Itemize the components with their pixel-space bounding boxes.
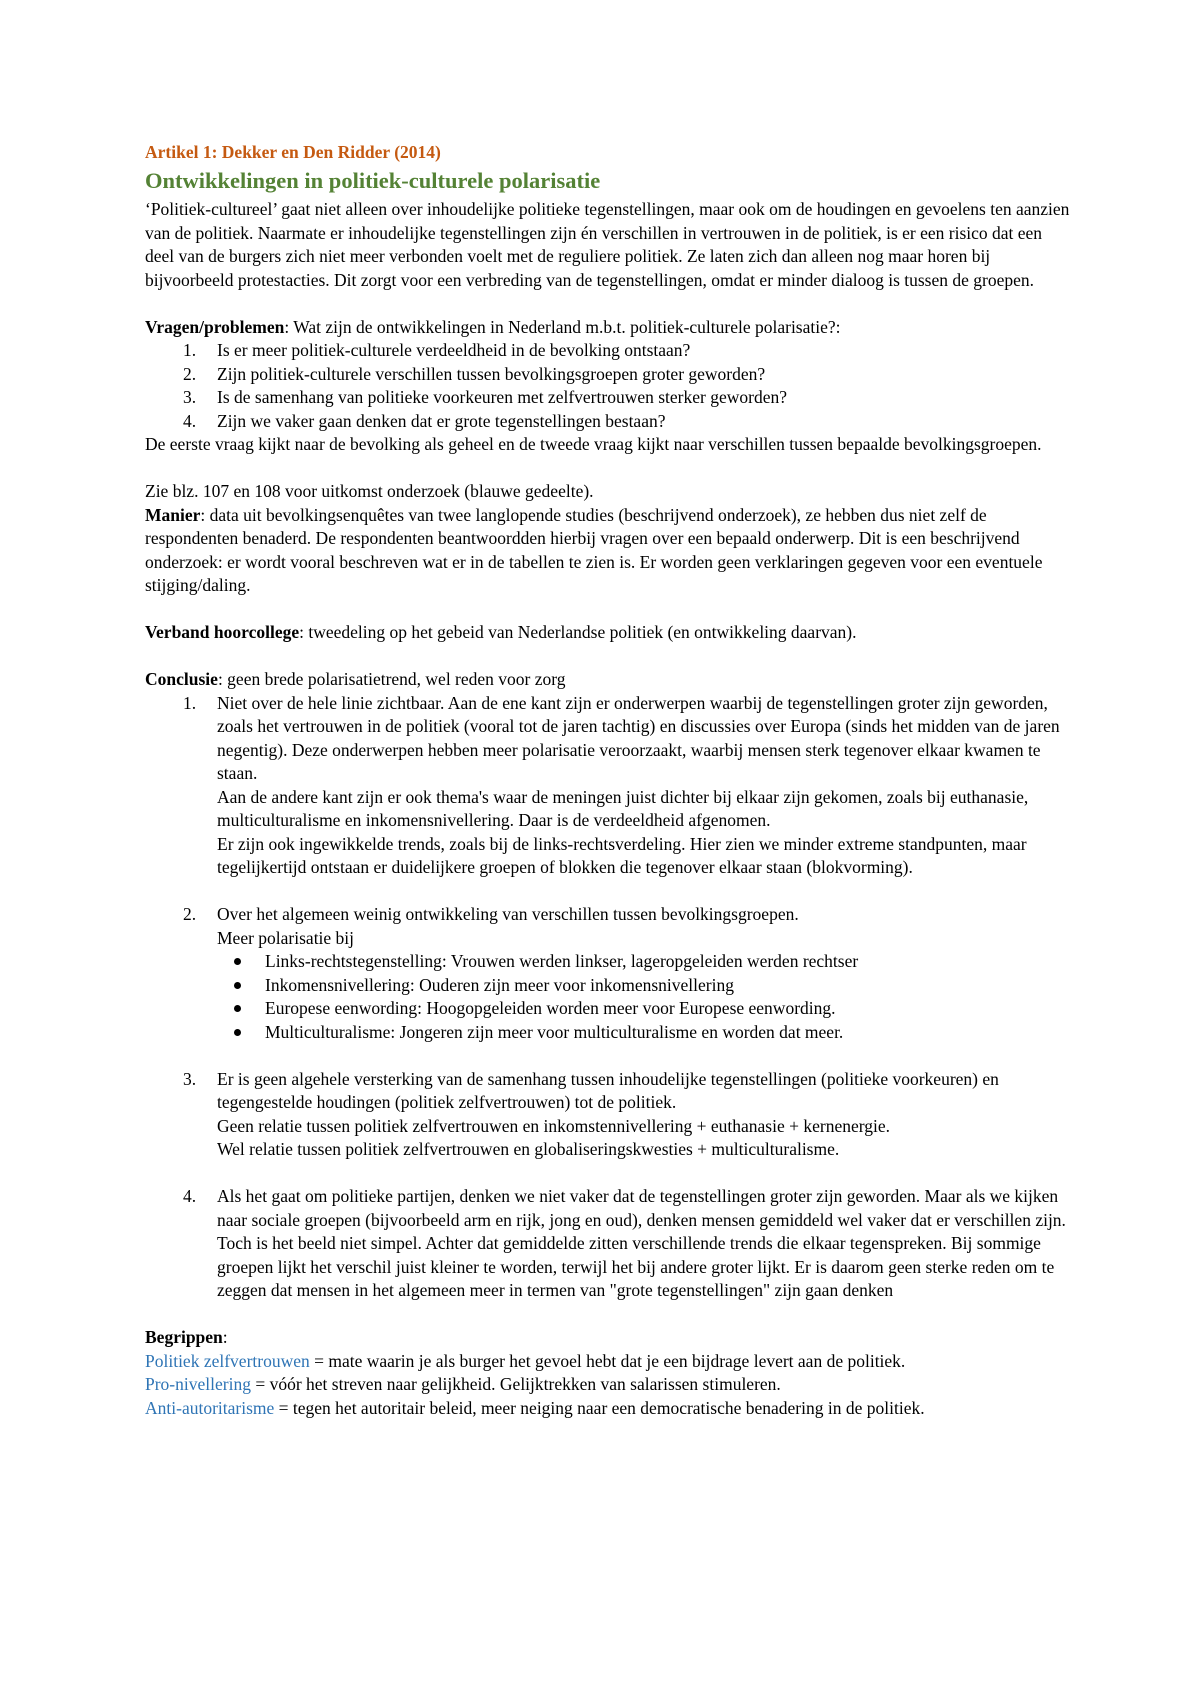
list-number: 1.: [183, 340, 197, 360]
concept-definition: = vóór het streven naar gelijkheid. Gelijktrekken van salarissen stimuleren.: [250, 1374, 781, 1394]
list-item-text: Er zijn ook ingewikkelde trends, zoals bij de links-rechtsverdeling. Hier zien we minder extreme standpunten, maar tegelijkertijd ontstaan er duidelijkere groepen of blokken die tegenover elkaar staan (blokvorming).: [217, 833, 1027, 877]
questions-after: De eerste vraag kijkt naar de bevolking als geheel en de tweede vraag kijkt naar verschillen tussen bepaalde bevolkingsgroepen.: [145, 434, 1042, 454]
lecture-label: Verband hoorcollege: [145, 622, 300, 642]
list-item-text: Er is geen algehele versterking van de samenhang tussen inhoudelijke tegenstellingen (politieke voorkeuren) en tegengestelde houdingen (politiek zelfvertrouwen) tot de politiek.: [217, 1068, 999, 1112]
concept-term: Anti-autoritarisme: [145, 1397, 275, 1418]
list-number: 2.: [183, 904, 197, 924]
list-item: [145, 410, 1075, 434]
see-pages-note: Zie blz. 107 en 108 voor uitkomst onderzoek (blauwe gedeelte).: [145, 481, 594, 501]
list-item: [145, 1185, 1075, 1303]
conclusion-list: [145, 692, 1075, 1303]
lecture-paragraph: [145, 621, 1075, 645]
list-item-text: Zijn politiek-culturele verschillen tussen bevolkingsgroepen groter geworden?: [217, 363, 766, 384]
list-number: 4.: [183, 410, 197, 431]
lecture-text: : tweedeling op het gebeid van Nederlandse politiek (en ontwikkeling daarvan).: [299, 622, 857, 642]
list-item: [145, 363, 1075, 387]
list-item: [145, 1068, 1075, 1186]
bullet-text: Multiculturalisme: Jongeren zijn meer voor multiculturalisme en worden dat meer.: [265, 1021, 844, 1042]
concept-term: Politiek zelfvertrouwen: [145, 1350, 310, 1371]
bullet-text: Inkomensnivellering: Ouderen zijn meer voor inkomensnivellering: [265, 974, 734, 995]
concept-item: [145, 1397, 1075, 1421]
concepts-heading: [145, 1326, 1075, 1350]
list-item: [145, 903, 1075, 1068]
list-item-text: Is de samenhang van politieke voorkeuren met zelfvertrouwen sterker geworden?: [217, 387, 787, 407]
list-item-text: Zijn we vaker gaan denken dat er grote tegenstellingen bestaan?: [217, 410, 666, 431]
list-item-text: Over het algemeen weinig ontwikkeling van verschillen tussen bevolkingsgroepen.: [217, 904, 799, 924]
bullet-list: [217, 950, 1075, 1044]
list-item-text: Meer polarisatie bij: [217, 927, 355, 948]
concept-term: Pro-nivellering: [145, 1374, 251, 1394]
intro-paragraph: ‘Politiek-cultureel’ gaat niet alleen over inhoudelijke politieke tegenstellingen, maar ook om de houdingen en gevoelens ten aanzien van de politiek. Naarmate er inhoudelijke tegenstellingen zijn én verschillen in vertrouwen in de politiek, is er een risico dat een deel van de burgers zich niet meer verbonden voelt met de reguliere politiek. Ze laten zich dan alleen nog maar horen bij bijvoorbeeld protestacties. Dit zorgt voor een verbreding van de tegenstellingen, omdat er minder dialoog is tussen de groepen.: [145, 199, 1070, 290]
list-item-text: Geen relatie tussen politiek zelfvertrouwen en inkomstennivellering + euthanasie + kernenergie.: [217, 1115, 890, 1136]
list-item-text: Niet over de hele linie zichtbaar. Aan de ene kant zijn er onderwerpen waarbij de tegenstellingen groter zijn geworden, zoals het vertrouwen in de politiek (vooral tot de jaren tachtig) en discussies over Europa (sinds het midden van de jaren negentig). Deze onderwerpen hebben meer polarisatie veroorzaakt, waarbij mensen sterk tegenover elkaar kwamen te staan.: [217, 692, 1060, 783]
list-number: 2.: [183, 363, 197, 384]
bullet-text: Europese eenwording: Hoogopgeleiden worden meer voor Europese eenwording.: [265, 998, 836, 1018]
list-item-text: Als het gaat om politieke partijen, denken we niet vaker dat de tegenstellingen groter zijn geworden. Maar als we kijken naar sociale groepen (bijvoorbeeld arm en rijk, jong en oud), denken mensen gemiddeld wel vaker dat er verschillen zijn.: [217, 1186, 1066, 1230]
method-text: : data uit bevolkingsenquêtes van twee langlopende studies (beschrijvend onderzoek), ze hebben dus niet zelf de respondenten benaderd. De respondenten beantwoordden hierbij vragen over een bepaald onderwerp. Dit is een beschrijvend onderzoek: er wordt vooral beschreven wat er in de tabellen te zien is. Er worden geen verklaringen gegeven voor een eventuele stijging/daling.: [145, 504, 1043, 595]
article-label: Artikel 1: Dekker en Den Ridder (2014): [145, 142, 441, 162]
questions-text: : Wat zijn de ontwikkelingen in Nederland m.b.t. politiek-culturele polarisatie?:: [284, 316, 841, 337]
list-number: 1.: [183, 692, 197, 713]
bullet-text: Links-rechtstegenstelling: Vrouwen werden linkser, lageropgeleiden werden rechtser: [265, 951, 859, 971]
list-item: [145, 386, 1075, 410]
questions-list: [145, 339, 1075, 433]
bullet-item: [217, 1021, 1075, 1045]
conclusion-text: : geen brede polarisatietrend, wel reden voor zorg: [217, 669, 566, 689]
list-number: 3.: [183, 387, 197, 407]
method-label: Manier: [145, 504, 201, 525]
concepts-colon: :: [222, 1327, 228, 1347]
list-number: 3.: [183, 1068, 197, 1089]
list-item-text: Aan de andere kant zijn er ook thema's waar de meningen juist dichter bij elkaar zijn gekomen, zoals bij euthanasie, multiculturalisme en inkomensnivellering. Daar is de verdeeldheid afgenomen.: [217, 786, 1029, 830]
bullet-item: [217, 997, 1075, 1021]
concept-definition: = mate waarin je als burger het gevoel hebt dat je een bijdrage levert aan de politiek.: [309, 1350, 906, 1371]
list-number: 4.: [183, 1186, 197, 1206]
list-item-text: Is er meer politiek-culturele verdeeldheid in de bevolking ontstaan?: [217, 340, 691, 360]
bullet-icon: [234, 1029, 241, 1036]
concept-item: [145, 1350, 1075, 1374]
bullet-icon: [234, 958, 241, 965]
method-paragraph: [145, 504, 1075, 598]
page-title: Ontwikkelingen in politiek-culturele polarisatie: [145, 168, 601, 193]
concept-item: [145, 1373, 1075, 1397]
bullet-icon: [234, 982, 241, 989]
list-item: [145, 339, 1075, 363]
bullet-item: [217, 950, 1075, 974]
list-item: [145, 692, 1075, 904]
concept-definition: = tegen het autoritair beleid, meer neiging naar een democratische benadering in de politiek.: [274, 1397, 925, 1418]
questions-label: Vragen/problemen: [145, 316, 285, 337]
concepts-label: Begrippen: [145, 1327, 223, 1347]
conclusion-label: Conclusie: [145, 669, 218, 689]
questions-heading: [145, 316, 1075, 340]
bullet-item: [217, 974, 1075, 998]
list-item-text: Toch is het beeld niet simpel. Achter dat gemiddelde zitten verschillende trends die elkaar tegenspreken. Bij sommige groepen lijkt het verschil juist kleiner te worden, terwijl het bij andere groter lijkt. Er is daarom geen sterke reden om te zeggen dat mensen in het algemeen meer in termen van "grote tegenstellingen" zijn gaan denken: [217, 1233, 1055, 1300]
list-item-text: Wel relatie tussen politiek zelfvertrouwen en globaliseringskwesties + multiculturalisme.: [217, 1139, 840, 1159]
bullet-icon: [234, 1005, 241, 1012]
conclusion-heading: [145, 668, 1075, 692]
document-page: [145, 140, 1075, 1420]
